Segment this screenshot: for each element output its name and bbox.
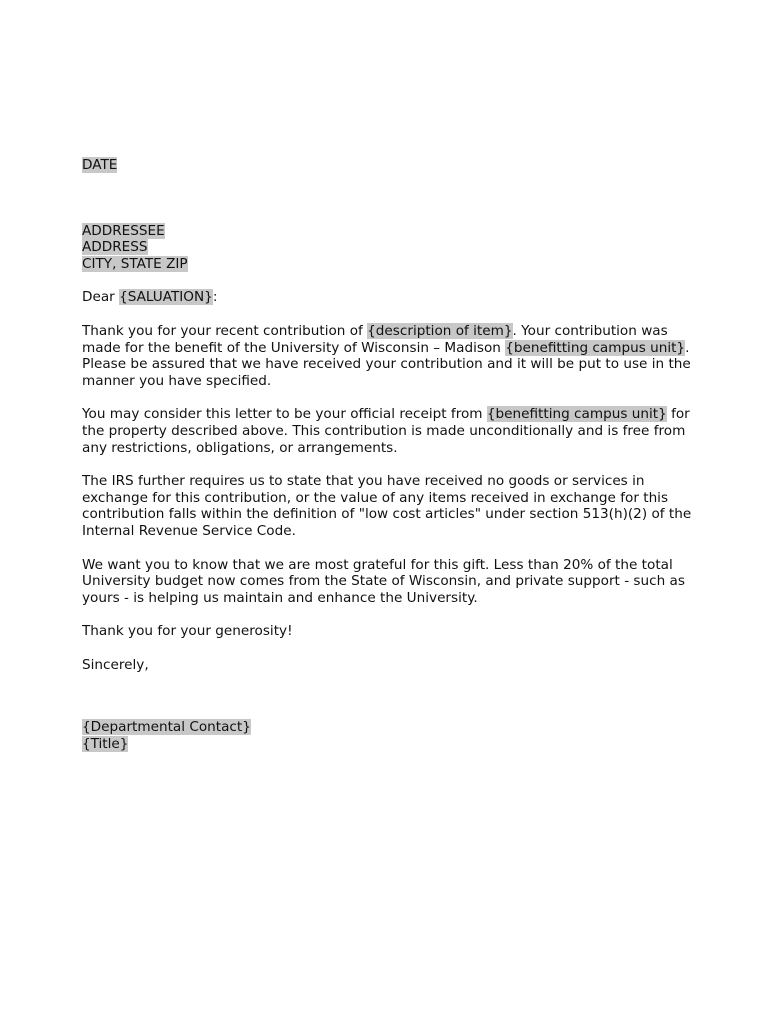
addressee-placeholder: ADDRESSEE	[82, 222, 165, 239]
p2-text-a: You may consider this letter to be your official receipt from	[82, 406, 487, 423]
salutation-prefix: Dear	[82, 289, 120, 306]
campus-unit-placeholder: {benefitting campus unit}	[486, 406, 667, 423]
salutation-suffix: :	[212, 289, 218, 306]
city-state-zip-placeholder: CITY, STATE ZIP	[82, 255, 188, 272]
address-block	[82, 223, 692, 273]
paragraph-gratitude: We want you to know that we are most grateful for this gift. Less than 20% of the total University budget now comes from the State of Wisconsin, and private support - such as yours - is helping us maintain and enhance the University.	[82, 556, 685, 606]
date-placeholder: DATE	[82, 157, 118, 173]
item-description-placeholder: {description of item}	[367, 322, 513, 339]
p1-text-c: . Please be assured that we have received your contribution and it will be put to use in the manner you have specified.	[82, 339, 691, 389]
salutation-line	[82, 289, 692, 306]
paragraph-contribution	[82, 323, 692, 389]
closing: Sincerely,	[82, 656, 149, 673]
signature-block	[82, 719, 692, 752]
paragraph-irs: The IRS further requires us to state that you have received no goods or services in exchange for this contribution, or the value of any items received in exchange for this contribution falls within the definition of "low cost articles" under section 513(h)(2) of the Internal Revenue Service Code.	[82, 473, 692, 539]
p1-text-a: Thank you for your recent contribution of	[82, 322, 368, 339]
title-placeholder: {Title}	[82, 736, 129, 753]
contact-placeholder: {Departmental Contact}	[82, 719, 251, 736]
letter-body	[82, 157, 692, 753]
date-line	[82, 157, 692, 174]
campus-unit-placeholder: {benefitting campus unit}	[505, 339, 686, 356]
salutation-placeholder: {SALUATION}	[119, 289, 213, 306]
paragraph-receipt	[82, 406, 692, 456]
paragraph-thanks: Thank you for your generosity!	[82, 623, 293, 640]
p2-text-b: for the property described above. This contribution is made unconditionally and is free from any restrictions, obligations, or arrangements.	[82, 406, 690, 456]
address-placeholder: ADDRESS	[82, 239, 148, 256]
p1-text-b: . Your contribution was made for the benefit of the University of Wisconsin – Madison	[82, 322, 668, 356]
